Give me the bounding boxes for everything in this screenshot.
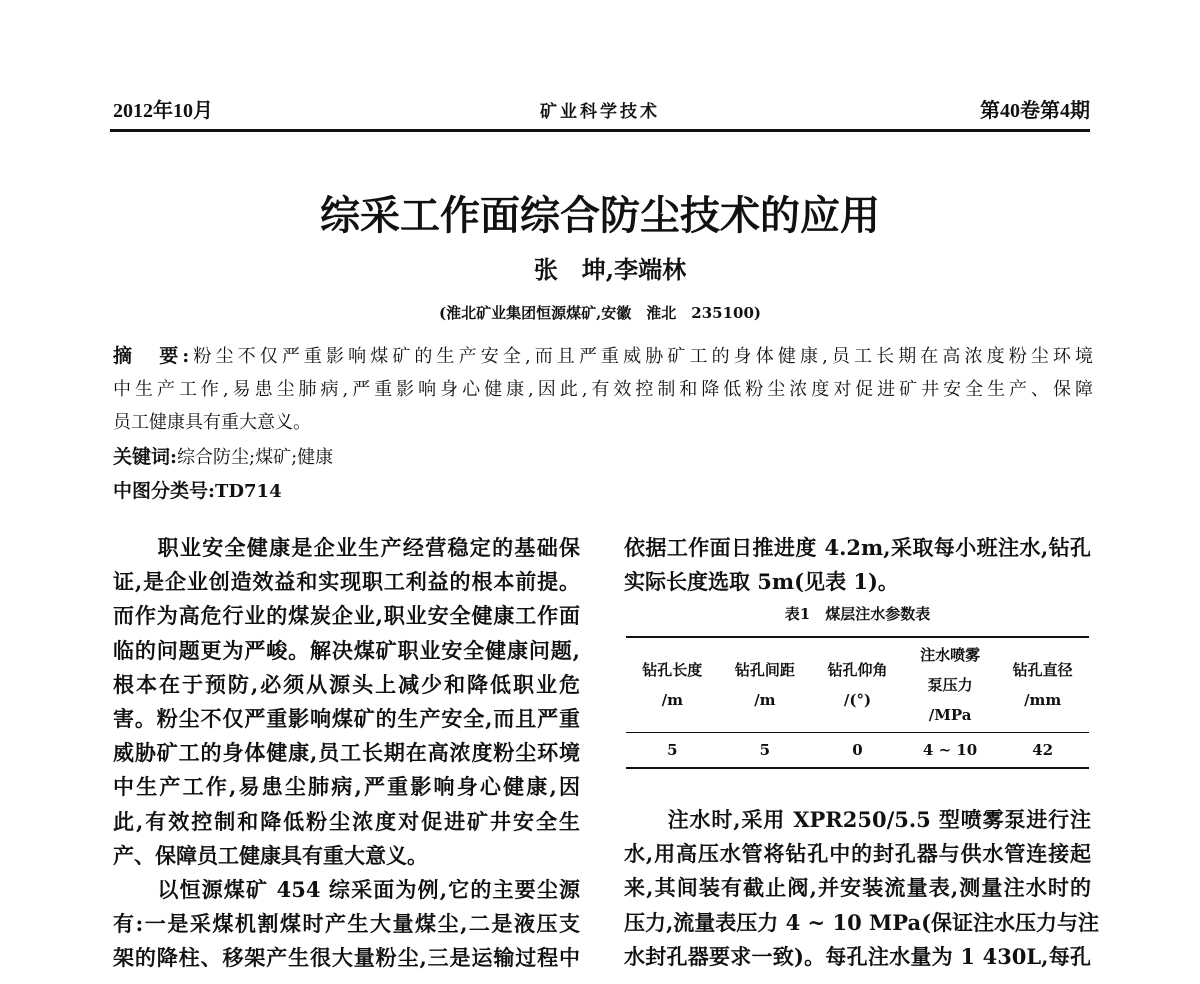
table-row xyxy=(626,732,1089,768)
abstract-line xyxy=(113,340,1093,373)
header-text: 钻孔仰角 xyxy=(827,660,888,679)
table-header-cell xyxy=(904,637,997,732)
text-line: 根本在于预防,必须从源头上减少和降低职业危 xyxy=(113,671,580,697)
text-line: 中生产工作,易患尘肺病,严重影响身心健康,因 xyxy=(113,774,580,800)
header-text: 钻孔长度 xyxy=(642,660,703,679)
text-line: 来,其间装有截止阀,并安装流量表,测量注水时的 xyxy=(624,875,1091,901)
abstract-line: 员工健康具有重大意义。 xyxy=(113,412,311,433)
text-line: 架的降柱、移架产生很大量粉尘,三是运输过程中 xyxy=(113,945,580,971)
header-text: 钻孔间距 xyxy=(734,660,795,679)
header-text: 注水喷雾 xyxy=(920,645,981,664)
text-line: 注水时,采用 XPR250/5.5 型喷雾泵进行注 xyxy=(624,807,1091,832)
abstract-label: 摘 要: xyxy=(113,345,190,367)
keywords-label: 关键词: xyxy=(113,446,178,468)
keywords xyxy=(113,439,1093,476)
header-date: 2012年10月 xyxy=(113,100,213,122)
text-line: 水,用高压水管将钻孔中的封孔器与供水管连接起 xyxy=(624,841,1091,867)
header-rule xyxy=(110,129,1090,132)
parameter-table xyxy=(626,636,1089,769)
table-header-cell xyxy=(811,637,904,732)
text-line: 而作为高危行业的煤炭企业,职业安全健康工作面 xyxy=(113,603,580,629)
header-text: /(°) xyxy=(843,690,872,709)
keywords-value: 综合防尘;煤矿;健康 xyxy=(177,447,334,468)
table-header-cell xyxy=(719,637,812,732)
text-line: 职业安全健康是企业生产经营稳定的基础保 xyxy=(113,535,580,560)
clc-value: TD714 xyxy=(215,481,282,502)
header-text: /mm xyxy=(1024,690,1062,709)
header-issue: 第40卷第4期 xyxy=(980,100,1090,122)
abstract-line: 中生产工作,易患尘肺病,严重影响身心健康,因此,有效控制和降低粉尘浓度对促进矿井安全生产、保障 xyxy=(113,379,1093,400)
clc xyxy=(113,476,1093,507)
text-line: 水封孔器要求一致)。每孔注水量为 1 430L,每孔 xyxy=(624,943,1091,969)
table-cell: 5 xyxy=(667,740,678,759)
text-line: 证,是企业创造效益和实现职工利益的根本前提。 xyxy=(113,569,580,595)
header-text: /m xyxy=(754,690,776,709)
abstract xyxy=(113,340,1093,507)
text-line: 有:一是采煤机割煤时产生大量煤尘,二是液压支 xyxy=(113,911,580,937)
table-cell: 5 xyxy=(759,740,771,759)
text-line: 实际长度选取 5m(见表 1)。 xyxy=(624,569,899,595)
header-text: /m xyxy=(661,690,683,709)
header-text: 泵压力 xyxy=(927,675,973,694)
table-header-cell xyxy=(626,637,719,732)
text-line: 以恒源煤矿 454 综采面为例,它的主要尘源 xyxy=(113,877,580,902)
table-body xyxy=(626,732,1089,768)
text-line: 此,有效控制和降低粉尘浓度对促进矿井安全生 xyxy=(113,808,580,834)
text-line: 威胁矿工的身体健康,员工长期在高浓度粉尘环境 xyxy=(113,740,580,766)
clc-label: 中图分类号: xyxy=(113,480,216,502)
abstract-text: 粉尘不仅严重影响煤矿的生产安全,而且严重威胁矿工的身体健康,员工长期在高浓度粉尘环境 xyxy=(189,346,1093,367)
table-cell: 4 ~ 10 xyxy=(922,740,978,759)
affiliation: (淮北矿业集团恒源煤矿,安徽 淮北 235100) xyxy=(438,304,762,322)
table-cell: 0 xyxy=(852,740,863,759)
text-line: 产、保障员工健康具有重大意义。 xyxy=(113,842,428,868)
text-line: 害。粉尘不仅严重影响煤矿的生产安全,而且严重 xyxy=(113,706,580,731)
header-journal: 矿业科学技术 xyxy=(540,102,660,121)
table-cell: 42 xyxy=(1032,740,1054,759)
table-header-cell xyxy=(996,637,1089,732)
text-line: 临的问题更为严峻。解决煤矿职业安全健康问题, xyxy=(113,637,580,663)
page-title: 综采工作面综合防尘技术的应用 xyxy=(320,192,880,239)
table-header-row xyxy=(626,637,1089,732)
text-line: 依据工作面日推进度 4.2m,采取每小班注水,钻孔 xyxy=(624,535,1091,560)
header-text: 钻孔直径 xyxy=(1012,660,1073,679)
header-text: /MPa xyxy=(928,705,972,724)
text-line: 压力,流量表压力 4 ~ 10 MPa(保证注水压力与注 xyxy=(624,909,1100,935)
table-caption: 表1 煤层注水参数表 xyxy=(784,605,931,623)
authors: 张 坤,李端林 xyxy=(533,255,687,284)
